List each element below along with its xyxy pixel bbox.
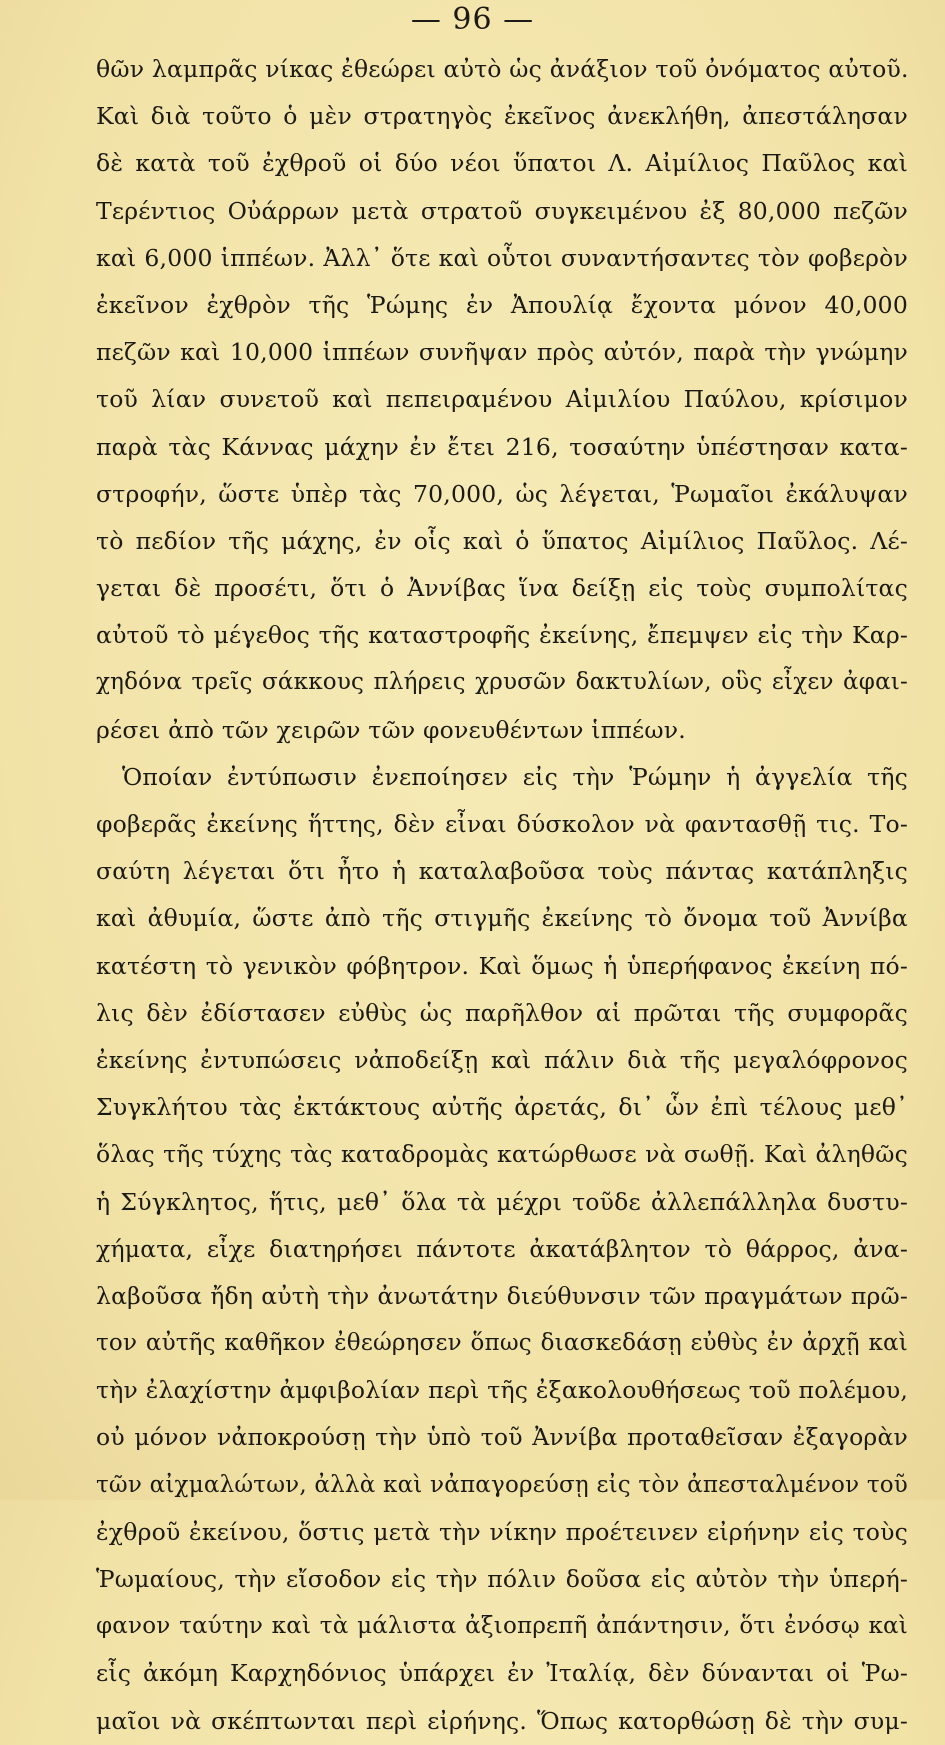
text-line: μαῖοι νὰ σκέπτωνται περὶ εἰρήνης. Ὅπως κατορθώσῃ δὲ τὴν συμ- — [96, 1706, 908, 1735]
text-line: αὐτοῦ τὸ μέγεθος τῆς καταστροφῆς ἐκείνης, ἔπεμψεν εἰς τὴν Καρ- — [96, 621, 908, 650]
text-line: λαβοῦσα ἤδη αὐτὴ τὴν ἀνωτάτην διεύθυνσιν τῶν πραγμάτων πρῶ- — [96, 1281, 908, 1310]
text-line: οὐ μόνον νἀποκρούσῃ τὴν ὑπὸ τοῦ Ἀννίβα προταθεῖσαν ἐξαγορὰν — [96, 1423, 908, 1452]
text-line: χήματα, εἶχε διατηρήσει πάντοτε ἀκατάβλητον τὸ θάρρος, ἀνα- — [96, 1234, 908, 1263]
text-line: φοβερᾶς ἐκείνης ἥττης, δὲν εἶναι δύσκολον νὰ φαντασθῇ τις. Το- — [96, 810, 908, 838]
text-line: ἐκείνης ἐντυπώσεις νἀποδείξῃ καὶ πάλιν διὰ τῆς μεγαλόφρονος — [96, 1045, 908, 1074]
text-line: τον αὐτῆς καθῆκον ἐθεώρησεν ὅπως διασκεδάσῃ εὐθὺς ἐν ἀρχῇ καὶ — [96, 1330, 908, 1357]
text-line: δὲ κατὰ τοῦ ἐχθροῦ οἱ δύο νέοι ὕπατοι Λ. Αἰμίλιος Παῦλος καὶ — [96, 149, 908, 178]
text-line: καὶ 6,000 ἱππέων. Ἀλλ᾽ ὅτε καὶ οὗτοι συναντήσαντες τὸν φοβερὸν — [96, 243, 908, 272]
text-line: Ῥωμαίους, τὴν εἴσοδον εἰς τὴν πόλιν δοῦσα εἰς αὐτὸν τὴν ὑπερή- — [96, 1565, 908, 1593]
text-line: Καὶ διὰ τοῦτο ὁ μὲν στρατηγὸς ἐκεῖνος ἀνεκλήθη, ἀπεστάλησαν — [96, 102, 908, 131]
body-text — [96, 46, 908, 1745]
text-line: καὶ ἀθυμία, ὥστε ἀπὸ τῆς στιγμῆς ἐκείνης τὸ ὄνομα τοῦ Ἀννίβα — [96, 904, 908, 933]
page-number: — 96 — — [410, 2, 535, 37]
text-line: τὸ πεδίον τῆς μάχης, ἐν οἷς καὶ ὁ ὕπατος Αἰμίλιος Παῦλος. Λέ- — [96, 526, 908, 555]
text-line: ἐχθροῦ ἐκείνου, ὅστις μετὰ τὴν νίκην προέτεινεν εἰρήνην εἰς τοὺς — [96, 1517, 908, 1546]
text-line: κατέστη τὸ γενικὸν φόβητρον. Καὶ ὅμως ἡ ὑπερήφανος ἐκείνη πό- — [96, 951, 908, 980]
text-line: γεται δὲ προσέτι, ὅτι ὁ Ἀννίβας ἵνα δείξῃ εἰς τοὺς συμπολίτας — [96, 574, 908, 603]
text-line: Τερέντιος Οὐάρρων μετὰ στρατοῦ συγκειμένου ἐξ 80,000 πεζῶν — [96, 196, 908, 225]
text-line: ὅλας τῆς τύχης τὰς καταδρομὰς κατώρθωσε νὰ σωθῇ. Καὶ ἀληθῶς — [96, 1140, 908, 1169]
text-line: θῶν λαμπρᾶς νίκας ἐθεώρει αὐτὸ ὡς ἀνάξιον τοῦ ὀνόματος αὐτοῦ. — [96, 55, 909, 83]
text-line: παρὰ τὰς Κάννας μάχην ἐν ἔτει 216, τοσαύτην ὑπέστησαν κατα- — [96, 432, 908, 461]
text-line: Συγκλήτου τὰς ἐκτάκτους αὐτῆς ἀρετάς, δι᾽ ὧν ἐπὶ τέλους μεθ᾽ — [96, 1093, 908, 1122]
text-line: λις δὲν ἐδίστασεν εὐθὺς ὡς παρῆλθον αἱ πρῶται τῆς συμφορᾶς — [96, 998, 908, 1027]
text-line: ρέσει ἀπὸ τῶν χειρῶν τῶν φονευθέντων ἱππέων. — [96, 715, 686, 744]
text-line: πεζῶν καὶ 10,000 ἱππέων συνῆψαν πρὸς αὐτόν, παρὰ τὴν γνώμην — [96, 338, 908, 367]
text-line: ἡ Σύγκλητος, ἥτις, μεθ᾽ ὅλα τὰ μέχρι τοῦδε ἀλλεπάλληλα δυστυ- — [96, 1187, 908, 1216]
text-line: Ὁποίαν ἐντύπωσιν ἐνεποίησεν εἰς τὴν Ῥώμην ἡ ἀγγελία τῆς — [122, 762, 908, 791]
text-line: φανον ταύτην καὶ τὰ μάλιστα ἀξιοπρεπῆ ἀπάντησιν, ὅτι ἐνόσῳ καὶ — [96, 1613, 908, 1640]
text-line: ἐκεῖνον ἐχθρὸν τῆς Ῥώμης ἐν Ἀπουλίᾳ ἔχοντα μόνον 40,000 — [96, 290, 908, 319]
text-line: τοῦ λίαν συνετοῦ καὶ πεπειραμένου Αἰμιλίου Παύλου, κρίσιμον — [96, 385, 908, 414]
text-line: χηδόνα τρεῖς σάκκους πλήρεις χρυσῶν δακτυλίων, οὓς εἶχεν ἀφαι- — [96, 669, 908, 696]
text-line: τῶν αἰχμαλώτων, ἀλλὰ καὶ νἀπαγορεύσῃ εἰς τὸν ἀπεσταλμένον τοῦ — [96, 1471, 908, 1498]
text-line: τὴν ἐλαχίστην ἀμφιβολίαν περὶ τῆς ἐξακολουθήσεως τοῦ πολέμου, — [96, 1376, 908, 1405]
text-line: στροφήν, ὥστε ὑπὲρ τὰς 70,000, ὡς λέγεται, Ῥωμαῖοι ἐκάλυψαν — [96, 479, 908, 508]
text-line: εἷς ἀκόμη Καρχηδόνιος ὑπάρχει ἐν Ἰταλίᾳ, δὲν δύνανται οἱ Ῥω- — [96, 1659, 908, 1688]
text-line: σαύτη λέγεται ὅτι ἦτο ἡ καταλαβοῦσα τοὺς πάντας κατάπληξις — [96, 857, 908, 886]
